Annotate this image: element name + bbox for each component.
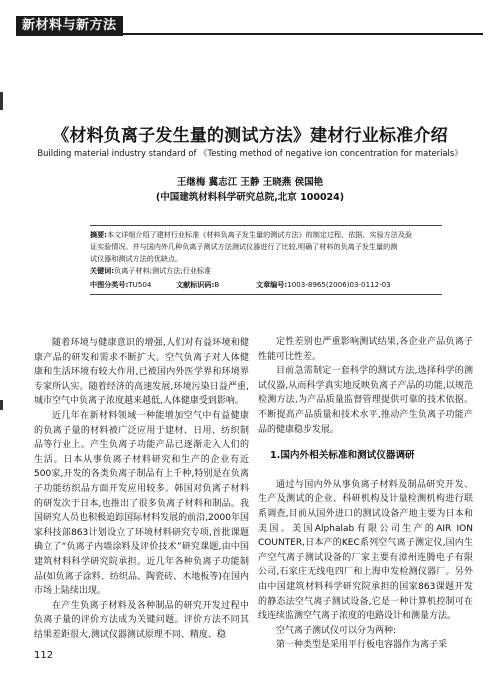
institution: (中国建筑材料科学研究总院,北京 100024) bbox=[155, 192, 345, 203]
authors: 王继梅 冀志江 王静 王晓燕 侯国艳 bbox=[176, 177, 324, 188]
classification-number: 中图分类号:TU504 bbox=[90, 280, 152, 289]
abstract-bottom-rule bbox=[90, 294, 442, 295]
edge-mark bbox=[0, 92, 3, 110]
abstract-top-rule bbox=[90, 225, 442, 226]
paragraph: 定性差别也严重影响测试结果,各企业产品负离子性能可比性差。 bbox=[258, 337, 473, 362]
abstract-line-2: 证实验情况。并与国内外几种负离子测试方法测试仪器进行了比较,明确了材料的负离子发生量的测 bbox=[90, 242, 398, 251]
paragraph: 空气离子测试仪可以分为两种: bbox=[276, 625, 397, 636]
paragraph: 第一种类型是采用平行板电容器作为离子采 bbox=[276, 640, 448, 651]
keywords-value: 负离子材料;测试方法;行业标准 bbox=[114, 266, 212, 275]
page-number: 112 bbox=[34, 650, 54, 661]
paragraph: 目前急需制定一套科学的测试方法,选择科学的测试仪器,从而科学真实地反映负离子产品的功能,以规范检测方法,为产品质量监督管理提供可靠的技术依据。不断提高产品质量和技术水平,推动产生负离子功能产品的健康稳步发展。 bbox=[258, 366, 473, 435]
section-header bbox=[16, 16, 483, 36]
abstract bbox=[90, 229, 442, 277]
paragraph: 通过与国内外从事负离子材料及制品研究开发、生产及测试的企业、科研机构及计量检测机构进行联系调查,目前从国外进口的测试设备产地主要为日本和美国。美国Alphalab有限公司生产的AIR ION COUNTER,日本产的KEC系列空气离子测定仪,国内生产空气离子测试设备的厂家主要有漳州连腾电子有限公司,石家庄无线电四厂和上海申发检测仪器厂。另外由中国建筑材料科学研究院承担的国家863课题开发的静态法空气离子测试设备,它是一种计算机控制可在线连续监测空气离子浓度的电路设计和测量方法。 bbox=[258, 479, 473, 622]
body-left-column bbox=[34, 336, 249, 642]
article-title: 《材料负离子发生量的测试方法》建材行业标准介绍 bbox=[52, 126, 448, 146]
article-title-english: Building material industry standard of 《Testing method of negative ion concentration for materials》 bbox=[37, 148, 463, 158]
abstract-line-1: 摘要:本文详细介绍了建材行业标准《材料负离子发生量的测试方法》的制定过程、依据、实验方法及验 bbox=[90, 230, 413, 239]
paragraph: 近几年在新材料领域一种能增加空气中有益健康的负离子量的材料被广泛应用于建材、日用、纺织制品等行业上。产生负离子功能产品已逐渐走入人们的生活。日本从事负离子材料研究和生产的企业有近500家,开发的各类负离子制品有上千种,特别是在负离子功能纺织品方面开发应用较多。韩国对负离子材料的研发次于日本,也推出了很多负离子材料和制品。我国研究人员也积极追踪国际材料发展的前沿,2000年国家科技部863计划设立了环境材料研究专项,首批课题确立了“负离子内墙涂料及评价技术”研究课题,由中国建筑材料科学研究院承担。近几年各种负离子功能制品(如负离子涂料、纺织品、陶瓷砖、木地板等)在国内市场上陆续出现。 bbox=[34, 410, 249, 597]
body-right-column bbox=[258, 335, 473, 653]
abstract-line-3: 试仪器和测试方法的优缺点。 bbox=[90, 254, 183, 263]
keywords bbox=[90, 265, 442, 277]
section-heading: 1.国内外相关标准和测试仪器调研 bbox=[270, 450, 415, 462]
keywords-label: 关键词: bbox=[90, 266, 115, 275]
header-rule bbox=[16, 33, 483, 35]
section-header-label: 新材料与新方法 bbox=[16, 16, 123, 36]
edge-mark bbox=[0, 400, 3, 410]
article-number: 文章编号:1003-8965(2006)03-0112-03 bbox=[256, 280, 391, 289]
document-code: 文献标识码:B bbox=[176, 280, 220, 289]
abstract-label: 摘要: bbox=[90, 230, 108, 239]
paragraph: 随着环境与健康意识的增强,人们对有益环境和健康产品的研发和需求不断扩大。空气负离子对人体健康和生活环境有较大作用,已被国内外医学界和环境界专家所认实。随着经济的高速发展,环境污染日益严重,城市空气中负离子浓度越来越低,人体健康受到影响。 bbox=[34, 338, 249, 407]
paragraph: 在产生负离子材料及各种制品的研究开发过程中负离子量的评价方法成为关键问题。评价方法不同其结果差距很大,测试仪器测试原理不同、精度、稳 bbox=[34, 600, 249, 640]
